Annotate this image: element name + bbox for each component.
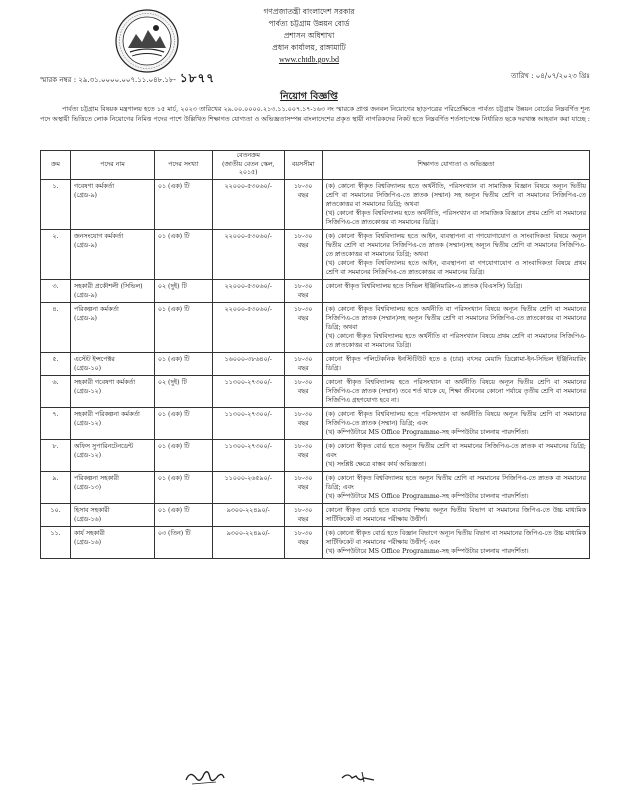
post-grade: (গ্রেড-৯) bbox=[73, 291, 97, 299]
age-unit: বছর bbox=[297, 291, 309, 299]
header-post: পদের নাম bbox=[70, 151, 154, 180]
post-title: পরিকল্পনা সহকারী bbox=[73, 474, 119, 482]
row-serial: ২. bbox=[41, 229, 71, 279]
row-post-count: ০১ (এক) টি bbox=[154, 439, 212, 471]
age-unit: বছর bbox=[297, 483, 309, 491]
table-row bbox=[41, 352, 590, 375]
row-age-limit bbox=[284, 229, 322, 279]
row-age-limit bbox=[284, 279, 322, 302]
row-post-count: ০১ (এক) টি bbox=[154, 407, 212, 439]
row-age-limit bbox=[284, 439, 322, 471]
post-grade: (গ্রেড-৯) bbox=[73, 241, 97, 249]
qualification-clause: (ক) কোনো স্বীকৃত বিশ্ববিদ্যালয় হতে অর্থনীতি, পরিসংখ্যান বা সামাজিক বিজ্ঞান বিষয়ে অন্যূন দ্বিতীয় শ্রেণি বা সমমানের সিজিপিএ-তে স্নাতক (সম্মান) সহ অন্যূন দ্বিতীয় শ্রেণি বা সমমানের সিজিপিএ-তে স্নাতকোত্তর বা সমমানের ডিগ্রি; অথবা bbox=[325, 182, 586, 208]
age-range: ১৮-৩০ bbox=[293, 282, 313, 290]
row-post-name bbox=[70, 503, 154, 526]
post-grade: (গ্রেড-১২) bbox=[73, 451, 102, 459]
age-unit: বছর bbox=[297, 451, 309, 459]
row-age-limit bbox=[284, 179, 322, 229]
qualification-clause: (খ) কোনো স্বীকৃত বিশ্ববিদ্যালয় হতে আইন, ব্যবস্থাপনা বা গণযোগাযোগ ও সাংবাদিকতা বিষয়ে প্রথম শ্রেণি বা সমমানের সিজিপিএ-তে স্নাতকোত্তর বা সমমানের ডিগ্রি। bbox=[325, 259, 586, 276]
row-post-name bbox=[70, 439, 154, 471]
row-post-count: ০১ (এক) টি bbox=[154, 179, 212, 229]
vacancy-table bbox=[40, 150, 590, 559]
row-serial: ৩. bbox=[41, 279, 71, 302]
row-qualification bbox=[322, 526, 589, 558]
row-age-limit bbox=[284, 503, 322, 526]
post-title: গবেষণা কর্মকর্তা bbox=[73, 182, 115, 190]
row-post-count: ০২ (দুই) টি bbox=[154, 375, 212, 407]
table-row bbox=[41, 503, 590, 526]
header-website-link[interactable]: www.chtdb.gov.bd bbox=[278, 55, 340, 64]
post-grade: (গ্রেড-১৬) bbox=[73, 538, 102, 546]
qualification-clause: কোনো স্বীকৃত বিশ্ববিদ্যালয় হতে সিভিল ইঞ্জিনিয়ারিং-এ স্নাতক (বিএসসি) ডিগ্রি। bbox=[325, 282, 523, 290]
row-qualification bbox=[322, 407, 589, 439]
row-post-count: ০১ (এক) টি bbox=[154, 302, 212, 352]
table-row bbox=[41, 407, 590, 439]
row-post-name bbox=[70, 407, 154, 439]
memo-handwritten-number: ১৮৭৭ bbox=[179, 71, 216, 85]
post-title: জনসংযোগ কর্মকর্তা bbox=[73, 232, 124, 240]
table-row bbox=[41, 279, 590, 302]
row-post-name bbox=[70, 229, 154, 279]
row-pay-scale: ১৬০০০-৩৮৬৪০/- bbox=[212, 352, 284, 375]
row-post-name bbox=[70, 375, 154, 407]
memo-number: স্মারক নম্বর : ২৯.৩১.০০০০.০০৭.১১.০৪৮.১৮- bbox=[40, 76, 176, 84]
row-serial: ১. bbox=[41, 179, 71, 229]
qualification-clause: (খ) কম্পিউটারে MS Office Programme-সহ কম্পিউটার চালনায় পারদর্শিতা। bbox=[325, 492, 529, 500]
post-grade: (গ্রেড-৯) bbox=[73, 191, 97, 199]
row-post-name bbox=[70, 302, 154, 352]
age-unit: বছর bbox=[297, 515, 309, 523]
row-qualification bbox=[322, 279, 589, 302]
qualification-clause: কোনো স্বীকৃত পলিটেকনিক ইনস্টিটিউট হতে ৪ (চার) বৎসর মেয়াদি ডিপ্লোমা-ইন-সিভিল ইঞ্জিনিয়ারিং ডিগ্রি। bbox=[325, 355, 586, 372]
qualification-clause: কোনো স্বীকৃত বিশ্ববিদ্যালয় হতে পরিসংখ্যান বা অর্থনীতি বিষয়ে অন্যূন দ্বিতীয় শ্রেণি বা সমমানের সিজিপিএ-তে স্নাতক (সম্মান) তবে শর্ত থাকে যে, শিক্ষা জীবনের কোনো পর্যায়ে তৃতীয় শ্রেণি বা সমমানের সিজিপিএ গ্রহণযোগ্য হবে না। bbox=[325, 378, 586, 404]
row-qualification bbox=[322, 503, 589, 526]
header-office: প্রধান কার্যালয়, রাঙ্গামাটি bbox=[272, 43, 346, 52]
age-unit: বছর bbox=[297, 314, 309, 322]
notice-title: নিয়োগ বিজ্ঞপ্তি bbox=[280, 91, 338, 102]
qualification-clause: কোনো স্বীকৃত বোর্ড হতে ব্যবসায় শিক্ষায় অন্যূন দ্বিতীয় বিভাগ বা সমমানের জিপিএ-তে উচ্চ মাধ্যমিক সার্টিফিকেট বা সমমানের পরীক্ষায় উত্তীর্ণ। bbox=[325, 506, 586, 523]
post-title: সহকারী গবেষণা কর্মকর্তা bbox=[73, 378, 136, 386]
row-post-count: ০১ (এক) টি bbox=[154, 471, 212, 503]
age-range: ১৮-৩০ bbox=[293, 355, 313, 363]
header-division: প্রশাসন অধিশাখা bbox=[283, 31, 335, 40]
post-grade: (গ্রেড-১২) bbox=[73, 387, 102, 395]
post-grade: (গ্রেড-১৩) bbox=[73, 483, 102, 491]
row-post-name bbox=[70, 471, 154, 503]
qualification-clause: (খ) কম্পিউটারে MS Office Programme-সহ কম্পিউটার চালনায় পারদর্শিতা। bbox=[325, 428, 529, 436]
age-unit: বছর bbox=[297, 538, 309, 546]
post-title: পরিকল্পনা কর্মকর্তা bbox=[73, 305, 119, 313]
row-pay-scale: ২২০০০-৫৩০৬০/- bbox=[212, 229, 284, 279]
memo-row bbox=[40, 70, 590, 84]
row-pay-scale: ১১০০০-২৬৫৯০/- bbox=[212, 471, 284, 503]
age-range: ১৮-৩০ bbox=[293, 410, 313, 418]
table-row bbox=[41, 439, 590, 471]
row-pay-scale: ৯৩০০-২২৪৯০/- bbox=[212, 526, 284, 558]
table-header-row bbox=[41, 151, 590, 180]
qualification-clause: (ক) কোনো স্বীকৃত বিশ্ববিদ্যালয় হতে অন্যূন দ্বিতীয় শ্রেণি বা সমমানের সিজিপিএ-তে স্নাতক বা সমমানের ডিগ্রি; এবং bbox=[325, 474, 586, 491]
row-serial: ১০. bbox=[41, 503, 71, 526]
cht-board-seal-icon bbox=[114, 8, 180, 74]
row-qualification bbox=[322, 375, 589, 407]
row-age-limit bbox=[284, 526, 322, 558]
row-post-name bbox=[70, 526, 154, 558]
post-title: অফিস সুপারিনটেনডেন্ট bbox=[73, 442, 134, 450]
header-qualification: শিক্ষাগত যোগ্যতা ও অভিজ্ঞতা bbox=[322, 151, 589, 180]
row-serial: ১১. bbox=[41, 526, 71, 558]
qualification-clause: (ক) কোনো স্বীকৃত বোর্ড হতে অন্যূন দ্বিতীয় শ্রেণি বা সমমানের সিজিপিএ-তে স্নাতক বা সমমানের ডিগ্রি; এবং bbox=[325, 442, 586, 459]
row-pay-scale: ১১৩০০-২৭৩০০/- bbox=[212, 407, 284, 439]
age-range: ১৮-৩০ bbox=[293, 305, 313, 313]
row-pay-scale: ২২০০০-৫৩০৬০/- bbox=[212, 279, 284, 302]
row-post-count: ০২ (দুই) টি bbox=[154, 279, 212, 302]
row-age-limit bbox=[284, 302, 322, 352]
age-range: ১৮-৩০ bbox=[293, 474, 313, 482]
post-title: সহকারী প্রকৌশলী (সিভিল) bbox=[73, 282, 143, 290]
row-qualification bbox=[322, 302, 589, 352]
post-grade: (গ্রেড-৯) bbox=[73, 314, 97, 322]
row-post-count: ০১ (এক) টি bbox=[154, 352, 212, 375]
intro-paragraph: পার্বত্য চট্টগ্রাম বিষয়ক মন্ত্রণালয় হতে ১৫ মার্চ, ২০২৩ তারিখের ২৯.০০.০০০০.২১৩.১১.০০৭.১৭-১৬৩ নং স্মারকে প্রাপ্ত জনবল নিয়োগের ছাড়পত্রের পরিপ্রেক্ষিতে পার্বত্য চট্টগ্রাম উন্নয়ন বোর্ডের নিম্নবর্ণিত শূন্য পদে অস্থায়ী ভিত্তিতে লোক নিয়োগের নিমিত্ত পদের পাশে উল্লিখিত শিক্ষাগত যোগ্যতা ও অভিজ্ঞতাসম্পন্ন বাংলাদেশের প্রকৃত স্থায়ী নাগরিকদের নিকট হতে নিম্নবর্ণিত শর্তসাপেক্ষে নির্ধারিত ছকে দরখাস্ত আহবান করা যাচ্ছে : bbox=[40, 105, 590, 123]
header-scale: বেতনক্রম (জাতীয় বেতন স্কেল, ২০১৫) bbox=[212, 151, 284, 180]
qualification-clause: (খ) কোনো স্বীকৃত বিশ্ববিদ্যালয় হতে অর্থনীতি বা পরিসংখ্যান বিষয়ে প্রথম শ্রেণি বা সমমানের সিজিপিএ-তে স্নাতকোত্তর বা সমমানের ডিগ্রি। bbox=[325, 332, 586, 349]
row-serial: ৭. bbox=[41, 407, 71, 439]
qualification-clause: (ক) কোনো স্বীকৃত বোর্ড হতে বিজ্ঞান বিভাগে অন্যূন দ্বিতীয় বিভাগ বা সমমানের জিপিএ-তে উচ্চ মাধ্যমিক সার্টিফিকেট বা সমমানের পরীক্ষায় উত্তীর্ণ; এবং bbox=[325, 529, 586, 546]
table-row bbox=[41, 229, 590, 279]
row-age-limit bbox=[284, 407, 322, 439]
row-pay-scale: ১১৩০০-২৭৩০০/- bbox=[212, 375, 284, 407]
age-range: ১৮-৩০ bbox=[293, 232, 313, 240]
post-title: সহকারী পরিকল্পনা কর্মকর্তা bbox=[73, 410, 140, 418]
qualification-clause: (ক) কোনো স্বীকৃত বিশ্ববিদ্যালয় হতে অর্থনীতি বা পরিসংখ্যান বিষয়ে অন্যূন দ্বিতীয় শ্রেণি বা সমমানের সিজিপিএ-তে স্নাতক (সম্মান)সহ অন্যূন দ্বিতীয় শ্রেণি বা সমমানের সিজিপিএ-তে স্নাতকোত্তর বা সমমানের ডিগ্রি; অথবা bbox=[325, 305, 586, 331]
post-grade: (গ্রেড-১৬) bbox=[73, 515, 102, 523]
age-range: ১৮-৩০ bbox=[293, 182, 313, 190]
table-row bbox=[41, 526, 590, 558]
age-range: ১৮-৩০ bbox=[293, 506, 313, 514]
post-title: কার্য সহকারী bbox=[73, 529, 105, 537]
row-qualification bbox=[322, 352, 589, 375]
row-qualification bbox=[322, 229, 589, 279]
row-post-name bbox=[70, 279, 154, 302]
age-range: ১৮-৩০ bbox=[293, 378, 313, 386]
header-serial: ক্রম bbox=[41, 151, 71, 180]
age-unit: বছর bbox=[297, 364, 309, 372]
age-unit: বছর bbox=[297, 419, 309, 427]
row-serial: ৬. bbox=[41, 375, 71, 407]
row-pay-scale: ২২০০০-৫৩০৬০/- bbox=[212, 302, 284, 352]
row-serial: ৯. bbox=[41, 471, 71, 503]
row-serial: ৪. bbox=[41, 302, 71, 352]
memo-date: তারিখ : ০৪/০৭/২০২৩ খ্রিঃ bbox=[511, 72, 590, 80]
row-serial: ৫. bbox=[41, 352, 71, 375]
post-title: হিসাব সহকারী bbox=[73, 506, 110, 514]
post-title: এস্টেট ইন্সপেক্টর bbox=[73, 355, 115, 363]
table-row bbox=[41, 302, 590, 352]
post-grade: (গ্রেড-১০) bbox=[73, 364, 102, 372]
table-row bbox=[41, 375, 590, 407]
row-qualification bbox=[322, 439, 589, 471]
header-age: বয়সসীমা bbox=[284, 151, 322, 180]
row-age-limit bbox=[284, 471, 322, 503]
post-grade: (গ্রেড-১২) bbox=[73, 419, 102, 427]
qualification-clause: (খ) কোনো স্বীকৃত বিশ্ববিদ্যালয় হতে অর্থনীতি, পরিসংখ্যান বা সামাজিক বিজ্ঞানে প্রথম শ্রেণি বা সমমানের সিজিপিএ-তে স্নাতকোত্তর বা সমমানের ডিগ্রি। bbox=[325, 209, 586, 226]
age-unit: বছর bbox=[297, 241, 309, 249]
row-qualification bbox=[322, 179, 589, 229]
row-post-count: ০৩ (তিন) টি bbox=[154, 526, 212, 558]
row-post-name bbox=[70, 352, 154, 375]
qualification-clause: (ক) কোনো স্বীকৃত বিশ্ববিদ্যালয় হতে আইন, ব্যবস্থাপনা বা গণযোগাযোগ ও সাংবাদিকতা বিষয়ে অন্যূন দ্বিতীয় শ্রেণি বা সমমানের সিজিপিএ-তে স্নাতক (সম্মান)সহ অন্যূন দ্বিতীয় শ্রেণি বা সমমানের সিজিপিএ-তে স্নাতকোত্তর বা সমমানের ডিগ্রি; অথবা bbox=[325, 232, 586, 258]
header-board-name: পার্বত্য চট্টগ্রাম উন্নয়ন বোর্ড bbox=[268, 19, 350, 28]
header-government: গণপ্রজাতন্ত্রী বাংলাদেশ সরকার bbox=[263, 7, 355, 16]
age-range: ১৮-৩০ bbox=[293, 529, 313, 537]
row-pay-scale: ২২০০০-৫৩০৬০/- bbox=[212, 179, 284, 229]
age-unit: বছর bbox=[297, 387, 309, 395]
age-unit: বছর bbox=[297, 191, 309, 199]
row-post-name bbox=[70, 179, 154, 229]
signature-initial-right bbox=[338, 766, 378, 788]
qualification-clause: (খ) সংশ্লিষ্ট ক্ষেত্রে বাস্তব কার্য অভিজ্ঞতা। bbox=[325, 460, 427, 468]
qualification-clause: (ক) কোনো স্বীকৃত বিশ্ববিদ্যালয় হতে পরিসংখ্যান বা অর্থনীতি বিষয়ে অন্যূন দ্বিতীয় শ্রেণি বা সমমানের সিজিপিএ-তে স্নাতক (সম্মান) ডিগ্রি; এবং bbox=[325, 410, 586, 427]
signature-initial-left bbox=[182, 766, 226, 788]
row-qualification bbox=[322, 471, 589, 503]
age-range: ১৮-৩০ bbox=[293, 442, 313, 450]
row-post-count: ০১ (এক) টি bbox=[154, 503, 212, 526]
qualification-clause: (খ) কম্পিউটারে MS Office Programme-সহ কম্পিউটার চালনায় পারদর্শিতা। bbox=[325, 547, 529, 555]
table-row bbox=[41, 471, 590, 503]
row-pay-scale: ৯৩০০-২২৪৯০/- bbox=[212, 503, 284, 526]
row-post-count: ০১ (এক) টি bbox=[154, 229, 212, 279]
row-age-limit bbox=[284, 375, 322, 407]
row-serial: ৮. bbox=[41, 439, 71, 471]
row-pay-scale: ১১৩০০-২৭৩০০/- bbox=[212, 439, 284, 471]
row-age-limit bbox=[284, 352, 322, 375]
table-row bbox=[41, 179, 590, 229]
header-count: পদের সংখ্যা bbox=[154, 151, 212, 180]
